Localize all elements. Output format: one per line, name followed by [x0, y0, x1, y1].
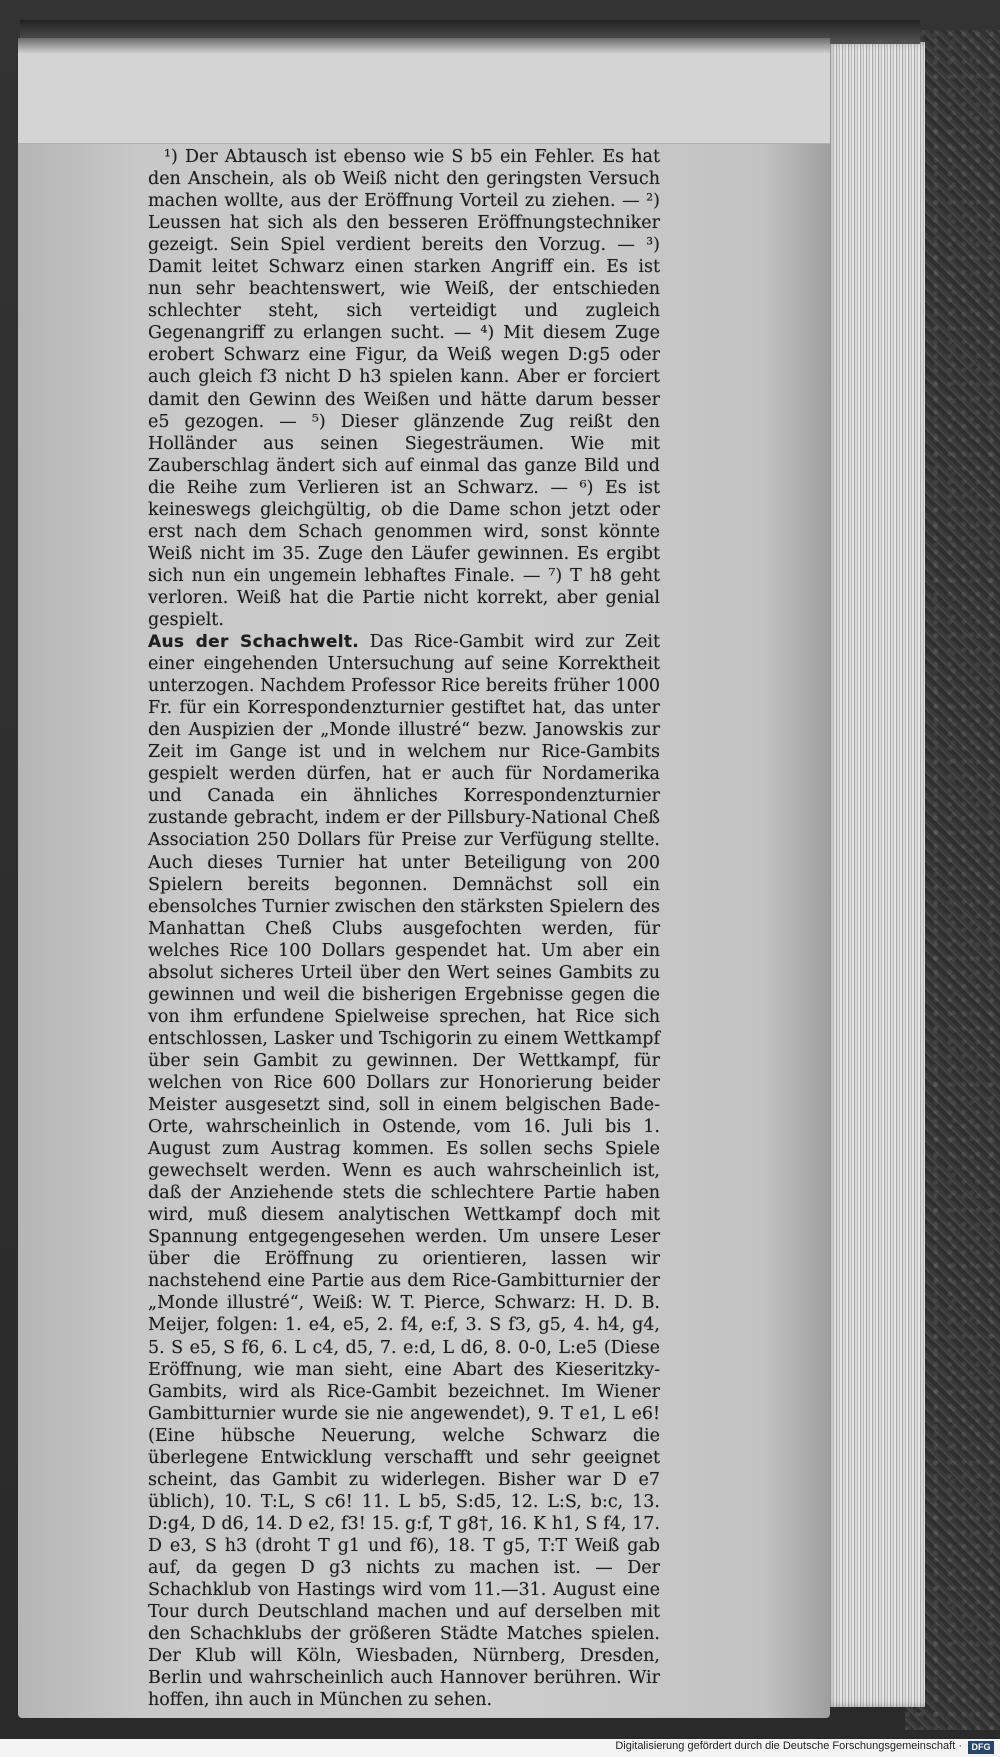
section-heading: Aus der Schachwelt.	[148, 632, 360, 653]
chess-news-paragraph	[148, 631, 660, 1711]
page-text	[148, 146, 660, 1711]
footnotes-paragraph: ¹) Der Abtausch ist ebenso wie S b5 ein Fehler. Es hat den Anschein, als ob Weiß nicht den geringsten Versuch machen wollte, aus der Eröffnung Vorteil zu ziehen. — ²) Leussen hat sich als den besseren Eröffnungstechniker gezeigt. Sein Spiel verdient bereits den Vorzug. — ³) Damit leitet Schwarz einen starken Angriff ein. Es ist nun sehr beachtenswert, wie Weiß, der entschieden schlechter steht, sich verteidigt und zugleich Gegenangriff zu erlangen sucht. — ⁴) Mit diesem Zuge erobert Schwarz eine Figur, da Weiß wegen D:g5 oder auch gleich f3 nicht D h3 spielen kann. Aber er forciert damit den Gewinn des Weißen und hätte darum besser e5 gezogen. — ⁵) Dieser glänzende Zug reißt den Holländer aus seinen Siegesträumen. Wie mit Zauberschlag ändert sich auf einmal das ganze Bild und die Reihe zum Verlieren ist an Schwarz. — ⁶) Es ist keineswegs gleichgültig, ob die Dame schon jetzt oder erst nach dem Schach genommen wird, sonst könnte Weiß nicht im 35. Zuge den Läufer gewinnen. Es ergibt sich nun ein ungemein lebhaftes Finale. — ⁷) T h8 geht verloren. Weiß hat die Partie nicht korrekt, aber genial gespielt.	[148, 147, 660, 630]
page-top-mask	[18, 38, 830, 144]
footer-credit: Digitalisierung gefördert durch die Deutsche Forschungsgemeinschaft ·	[615, 1740, 962, 1752]
dfg-logo: DFG	[968, 1741, 994, 1754]
page-stack-edges	[825, 42, 925, 1707]
section-body: Das Rice-Gambit wird zur Zeit einer eingehenden Untersuchung auf seine Korrektheit unterzogen. Nachdem Professor Rice bereits früher 1000 Fr. für ein Korrespondenzturnier gestiftet hat, das unter den Auspizien der „Monde illustré“ bezw. Janowskis zur Zeit im Gange ist und in welchem nur Rice-Gambits gespielt werden dürfen, hat er auch für Nordamerika und Canada ein ähnliches Korrespondenzturnier zustande gebracht, indem er der Pillsbury-National Cheß Association 250 Dollars für Preise zur Verfügung stellte. Auch dieses Turnier hat unter Beteiligung von 200 Spielern bereits begonnen. Demnächst soll ein ebensolches Turnier zwischen den stärksten Spielern des Manhattan Cheß Clubs ausgefochten werden, für welches Rice 100 Dollars gespendet hat. Um aber ein absolut sicheres Urteil über den Wert seines Gambits zu gewinnen und weil die bisherigen Ergebnisse gegen die von ihm erfundene Spielweise sprechen, hat Rice sich entschlossen, Lasker und Tschigorin zu einem Wettkampf über sein Gambit zu gewinnen. Der Wettkampf, für welchen von Rice 600 Dollars zur Honorierung beider Meister ausgesetzt sind, soll in einem belgischen Bade-Orte, wahrscheinlich in Ostende, vom 16. Juli bis 1. August zum Austrag kommen. Es sollen sechs Spiele gewechselt werden. Wenn es auch wahrscheinlich ist, daß der Anziehende stets die schlechtere Partie haben wird, muß diesem analytischen Wettkampf doch mit Spannung entgegengesehen werden. Um unsere Leser über die Eröffnung zu orientieren, lassen wir nachstehend eine Partie aus dem Rice-Gambitturnier der „Monde illustré“, Weiß: W. T. Pierce, Schwarz: H. D. B. Meijer, folgen: 1. e4, e5, 2. f4, e:f, 3. S f3, g5, 4. h4, g4, 5. S e5, S f6, 6. L c4, d5, 7. e:d, L d6, 8. 0-0, L:e5 (Diese Eröffnung, wie man sieht, eine Abart des Kieseritzky-Gambits, wird als Rice-Gambit bezeichnet. Im Wiener Gambitturnier wurde sie nie angewendet), 9. T e1, L e6! (Eine hübsche Neuerung, welche Schwarz die überlegene Entwicklung verschafft und sehr geeignet scheint, das Gambit zu widerlegen. Bisher war D e7 üblich), 10. T:L, S c6! 11. L b5, S:d5, 12. L:S, b:c, 13. D:g4, D d6, 14. D e2, f3! 15. g:f, T g8†, 16. K h1, S f4, 17. D e3, S h3 (droht T g1 und f6), 18. T g5, T:T Weiß gab auf, da gegen D g3 nichts zu machen ist. — Der Schachklub von Hastings wird vom 11.—31. August eine Tour durch Deutschland machen und auf derselben mit den Schachklubs der größeren Städte Matches spielen. Der Klub will Köln, Wiesbaden, Nürnberg, Dresden, Berlin und wahrscheinlich auch Hannover berühren. Wir hoffen, ihn auch in München zu sehen.	[148, 632, 660, 1711]
